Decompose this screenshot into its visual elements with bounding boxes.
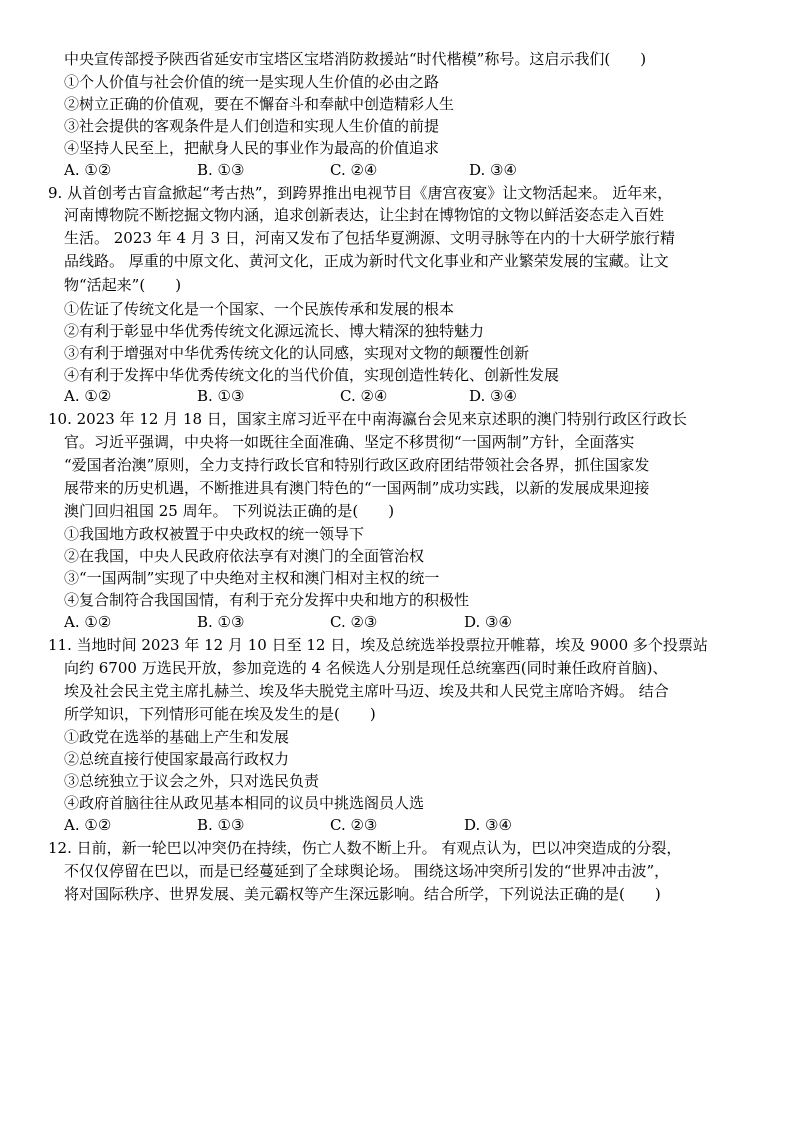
q12-stem-line-1: 12. 日前，新一轮巴以冲突仍在持续，伤亡人数不断上升。 有观点认为，巴以冲突造成的分裂， [48,839,682,857]
q11-stem-line-1: 11. 当地时间 2023 年 12 月 10 日至 12 日，埃及总统选举投票拉开帷幕，埃及 9000 多个投票站 [48,636,708,654]
q8-stem-tail: 中央宣传部授予陕西省延安市宝塔区宝塔消防救援站“时代楷模”称号。这启示我们( ) [64,50,647,68]
q11-stem-line-3: 埃及社会民主党主席扎赫兰、埃及华夫脱党主席叶马迈、埃及共和人民党主席哈齐姆。 结合 [64,682,669,700]
q8-option-a: A. ①② [64,161,112,179]
q8-option-d: D. ③④ [469,161,517,179]
q8-item-3: ③社会提供的客观条件是人们创造和实现人生价值的前提 [64,117,440,135]
q11-item-3: ③总统独立于议会之外，只对选民负责 [64,772,320,790]
q10-stem-line-4: 展带来的历史机遇，不断推进具有澳门特色的“一国两制”成功实践，以新的发展成果迎接 [64,479,650,497]
q10-option-a: A. ①② [64,613,112,631]
q11-item-2: ②总统直接行使国家最高行政权力 [64,750,290,768]
q10-item-2: ②在我国，中央人民政府依法享有对澳门的全面管治权 [64,547,425,565]
q8-option-b: B. ①③ [197,161,245,179]
q11-stem-line-4: 所学知识，下列情形可能在埃及发生的是( ) [64,705,376,723]
q11-option-b: B. ①③ [197,816,245,834]
q10-stem-line-1: 10. 2023 年 12 月 18 日，国家主席习近平在中南海瀛台会见来京述职的澳门特别行政区行政长 [48,410,687,428]
q10-stem-line-5: 澳门回归祖国 25 周年。 下列说法正确的是( ) [64,502,395,520]
q9-item-4: ④有利于发挥中华优秀传统文化的当代价值，实现创造性转化、创新性发展 [64,366,560,384]
q11-item-4: ④政府首脑往往从政见基本相同的议员中挑选阁员人选 [64,794,425,812]
q10-item-3: ③“一国两制”实现了中央绝对主权和澳门相对主权的统一 [64,569,440,587]
q12-stem-line-2: 不仅仅停留在巴以，而是已经蔓延到了全球舆论场。 围绕这场冲突所引发的“世界冲击波”， [64,862,670,880]
q9-item-3: ③有利于增强对中华优秀传统文化的认同感，实现对文物的颠覆性创新 [64,344,530,362]
q9-item-1: ①佐证了传统文化是一个国家、一个民族传承和发展的根本 [64,300,455,318]
q10-option-d: D. ③④ [464,613,512,631]
q12-stem-line-3: 将对国际秩序、世界发展、美元霸权等产生深远影响。结合所学，下列说法正确的是( ) [64,885,661,903]
q9-stem-line-3: 生活。 2023 年 4 月 3 日，河南又发布了包括华夏溯源、文明寻脉等在内的十大研学旅行精 [64,229,675,247]
q10-stem-line-3: “爱国者治澳”原则，全力支持行政长官和特别行政区政府团结带领社会各界，抓住国家发 [64,456,650,474]
q11-option-c: C. ②③ [330,816,378,834]
q11-option-d: D. ③④ [464,816,512,834]
q10-item-1: ①我国地方政权被置于中央政权的统一领导下 [64,525,365,543]
q8-item-4: ④坚持人民至上，把献身人民的事业作为最高的价值追求 [64,139,440,157]
q11-item-1: ①政党在选举的基础上产生和发展 [64,728,290,746]
q9-stem-line-5: 物“活起来”( ) [64,276,182,294]
q9-stem-line-1: 9. 从首创考古盲盒掀起“考古热”，到跨界推出电视节目《唐宫夜宴》让文物活起来。 近年来， [48,184,673,202]
q8-option-c: C. ②④ [330,161,378,179]
q9-option-c: C. ②④ [340,387,388,405]
q9-option-a: A. ①② [64,387,112,405]
q10-stem-line-2: 官。习近平强调，中央将一如既往全面准确、坚定不移贯彻“一国两制”方针，全面落实 [64,433,635,451]
q10-option-b: B. ①③ [197,613,245,631]
q9-item-2: ②有利于彰显中华优秀传统文化源远流长、博大精深的独特魅力 [64,322,485,340]
q8-item-1: ①个人价值与社会价值的统一是实现人生价值的必由之路 [64,73,440,91]
q11-option-a: A. ①② [64,816,112,834]
q9-option-b: B. ①③ [197,387,245,405]
q11-stem-line-2: 向约 6700 万选民开放，参加竞选的 4 名候选人分别是现任总统塞西(同时兼任政府首脑)、 [64,659,668,677]
q10-option-c: C. ②③ [330,613,378,631]
q9-stem-line-2: 河南博物院不断挖掘文物内涵，追求创新表达，让尘封在博物馆的文物以鲜活姿态走入百姓 [64,206,665,224]
q9-stem-line-4: 品线路。 厚重的中原文化、黄河文化，正成为新时代文化事业和产业繁荣发展的宝藏。让文 [64,252,669,270]
q9-option-d: D. ③④ [469,387,517,405]
q10-item-4: ④复合制符合我国国情，有利于充分发挥中央和地方的积极性 [64,591,470,609]
q8-item-2: ②树立正确的价值观，要在不懈奋斗和奉献中创造精彩人生 [64,95,455,113]
